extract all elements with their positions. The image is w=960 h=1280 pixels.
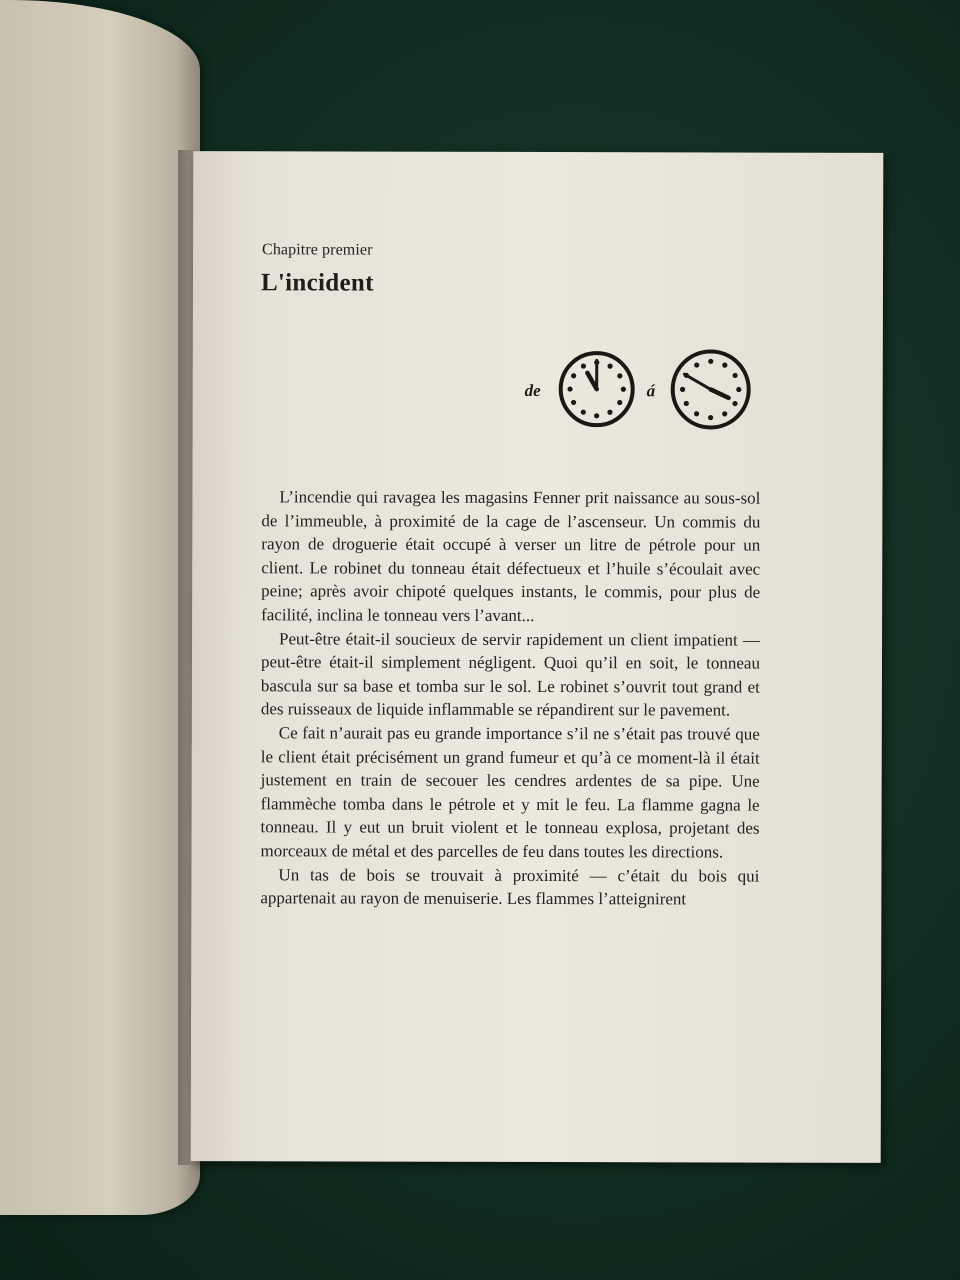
chapter-label: Chapitre premier [262, 241, 373, 259]
clock-hour-dot [607, 410, 612, 415]
clock-hour-dot [708, 415, 713, 420]
clock-hour-dot [607, 364, 612, 369]
clock-hour-dot [722, 363, 727, 368]
clock-hour-dot [680, 387, 685, 392]
clock-hour-dot [594, 413, 599, 418]
clock-hour-dot [694, 411, 699, 416]
clock-hour-dot [571, 373, 576, 378]
body-text [260, 485, 760, 911]
clock-hour-dot [736, 387, 741, 392]
clock-hour-dot [684, 401, 689, 406]
time-range-illustration [525, 344, 765, 445]
clock-hour-dot [571, 400, 576, 405]
clock-hour-dot [581, 410, 586, 415]
paragraph: Ce fait n’aurait pas eu grande importance s’il ne s’était pas trouvé que le client était précisément un grand fumeur et qu’à ce moment-là il était justement en train de secouer les cendres ardentes de sa pipe. Une flammèche tomba dans le pétrole et y mit le feu. La flamme gagna le tonneau. Il y eut un bruit violent et le tonneau explosa, projetant des morceaux de métal et des parcelles de feu dans toutes les directions. [260, 723, 760, 862]
clock-hour-dot [708, 359, 713, 364]
clock-hour-dot [694, 362, 699, 367]
clock-hour-dot [621, 387, 626, 392]
clock-hour-dot [617, 373, 622, 378]
clock-hour-dot [617, 400, 622, 405]
clock-hour-dot [567, 386, 572, 391]
from-word: de [524, 380, 541, 401]
clock-hour-dot [732, 373, 737, 378]
clock-minute-hand [684, 374, 710, 389]
paragraph: Un tas de bois se trouvait à proximité — c’était du bois qui appartenait au rayon de menuiserie. Les flammes l’atteignirent [260, 864, 760, 909]
to-clock-icon [673, 351, 749, 427]
paragraph: Peut-être était-il soucieux de servir rapidement un client impatient — peut-être était-il simplement négligent. Quoi qu’il en soit, le tonneau bascula sur sa base et tomba sur le sol. Le robinet s’ouvrit tout grand et des ruisseaux de liquide inflammable se répandirent sur le pavement. [260, 628, 761, 720]
from-clock-icon [561, 353, 633, 425]
clock-hour-hand [711, 389, 729, 397]
chapter-title: L'incident [260, 269, 374, 297]
clock-hour-dot [732, 401, 737, 406]
time-range-svg [525, 344, 765, 445]
left-page [0, 0, 200, 1215]
clock-hour-dot [722, 411, 727, 416]
to-word: á [646, 381, 656, 401]
paragraph: L’incendie qui ravagea les magasins Fenner prit naissance au sous-sol de l’immeuble, à proximité de la cage de l’ascenseur. Un commis du rayon de droguerie était occupé à verser un litre de pétrole pour un client. Le robinet du tonneau était défectueux et l’huile s’écoulait avec peine; après avoir chipoté quelques instants, le commis, pour plus de facilité, inclina le tonneau vers l’avant... [261, 487, 761, 625]
right-page [191, 151, 884, 1163]
clock-hour-dot [581, 363, 586, 368]
